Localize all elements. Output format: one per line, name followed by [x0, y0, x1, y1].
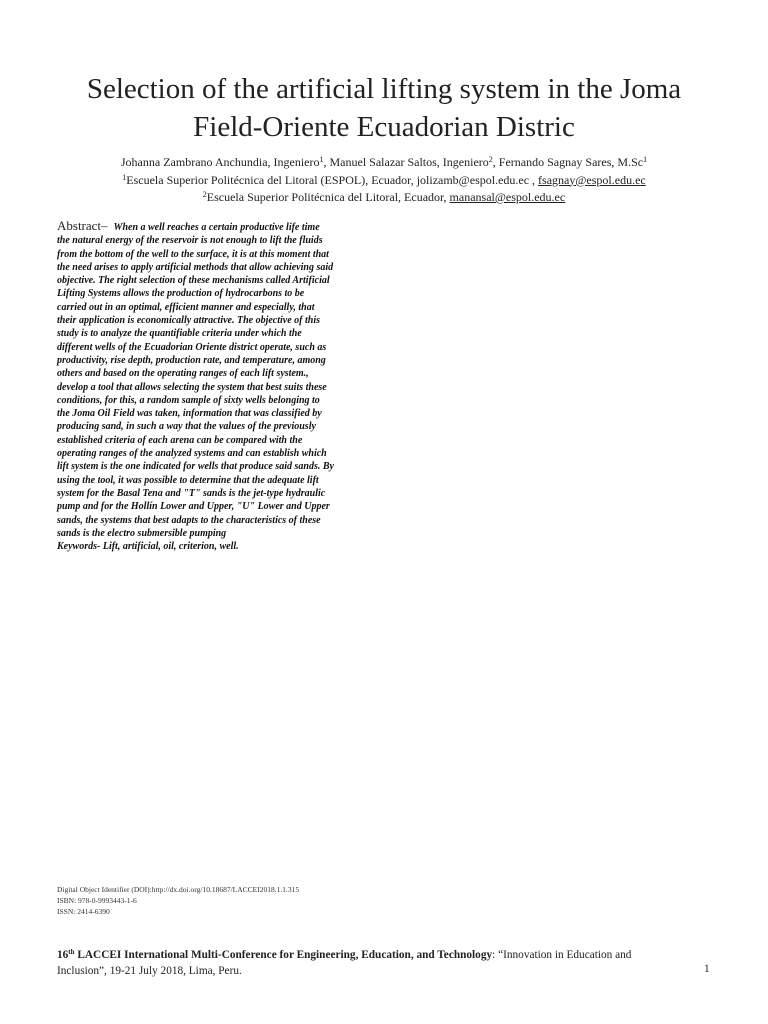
abstract-line: the Joma Oil Field was taken, information that was classified by	[57, 408, 322, 420]
abstract-line: the need arises to apply artificial methods that allow achieving said	[57, 261, 334, 273]
page-number: 1	[704, 963, 710, 975]
footer-line-2: Inclusion”, 19-21 July 2018, Lima, Peru.	[57, 964, 242, 977]
paper-title	[0, 70, 768, 146]
email-link-manansal[interactable]: manansal@espol.edu.ec	[449, 190, 566, 204]
abstract-line: others and based on the operating ranges of each lift system.,	[57, 368, 309, 380]
identifier-block	[57, 884, 299, 918]
abstract-line: Abstract– When a well reaches a certain productive life time	[57, 218, 320, 233]
abstract-line: Lifting Systems allows the production of hydrocarbons to be	[57, 288, 305, 300]
page-footer	[57, 948, 717, 979]
abstract-line: carried out in an optimal, efficient manner and especially, that	[57, 301, 315, 313]
abstract-line: producing sand, in such a way that the values of the previously	[57, 421, 316, 433]
abstract-line: their application is economically attractive. The objective of this	[57, 315, 321, 327]
abstract-line: lift system is the one indicated for wells that produce said sands. By	[57, 461, 334, 473]
abstract-line: productivity, rise depth, production rate, and temperature, among	[57, 354, 326, 366]
email-link-fsagnay[interactable]: fsagnay@espol.edu.ec	[538, 172, 646, 187]
abstract-line: conditions, for this, a random sample of sixty wells belonging to	[57, 394, 320, 406]
abstract-line: different wells of the Ecuadorian Oriente district operate, such as	[57, 341, 327, 353]
doi-text: Digital Object Identifier (DOI):http://dx.doi.org/10.18687/LACCEI2018.1.1.315	[57, 885, 300, 894]
title-line-1: Selection of the artificial lifting system in the Joma	[86, 73, 682, 105]
title-line-2: Field-Oriente Ecuadorian Distric	[193, 111, 575, 143]
abstract-line: operating ranges of the analyzed systems and can establish which	[57, 448, 327, 460]
abstract-line: using the tool, it was possible to determine that the adequate lift	[57, 474, 319, 486]
abstract-line: study is to analyze the quantifiable criteria under which the	[57, 328, 302, 340]
conference-name: LACCEI International Multi-Conference for Engineering, Education, and Technology	[74, 949, 493, 961]
abstract-line: pump and for the Hollín Lower and Upper, "U" Lower and Upper	[57, 501, 330, 513]
abstract-line: system for the Basal Tena and "T" sands is the jet-type hydraulic	[57, 487, 326, 499]
abstract-line: objective. The right selection of these mechanisms called Artificial	[57, 275, 330, 287]
abstract-line: from the bottom of the well to the surface, it is at this moment that	[57, 248, 329, 260]
author-names: Johanna Zambrano Anchundia, Ingeniero$^1$, Manuel Salazar Saltos, Ingeniero$^2$, Fernando Sagnay Sares, M.Sc$^1$	[120, 155, 648, 169]
author-block	[0, 154, 768, 207]
abstract-line: the natural energy of the reservoir is not enough to lift the fluids	[57, 235, 323, 247]
affiliation-1: $^1$Escuela Superior Politécnica del Litoral (ESPOL), Ecuador, jolizamb@espol.edu.ec , fsagnay@espol.edu.ec	[122, 172, 646, 187]
abstract-line: sands is the electro submersible pumping	[57, 527, 227, 539]
abstract-label: Abstract–	[57, 218, 108, 233]
affiliation-2: $^2$Escuela Superior Politécnica del Litoral, Ecuador, manansal@espol.edu.ec	[202, 190, 566, 204]
keywords: Keywords- Lift, artificial, oil, criterion, well.	[57, 541, 239, 553]
isbn-text: ISBN: 978-0-9993443-1-6	[57, 896, 137, 906]
abstract-line: sands, the systems that best adapts to the characteristics of these	[57, 514, 321, 526]
footer-line-1: 16th LACCEI International Multi-Conference for Engineering, Education, and Technology: “Innovation in Education and	[57, 948, 632, 961]
issn-text: ISSN: 2414-6390	[57, 907, 110, 917]
abstract-text	[57, 219, 377, 540]
abstract-line: established criteria of each arena can be compared with the	[57, 434, 303, 446]
abstract-line: develop a tool that allows selecting the system that best suits these	[57, 381, 327, 393]
abstract-block	[57, 219, 377, 553]
